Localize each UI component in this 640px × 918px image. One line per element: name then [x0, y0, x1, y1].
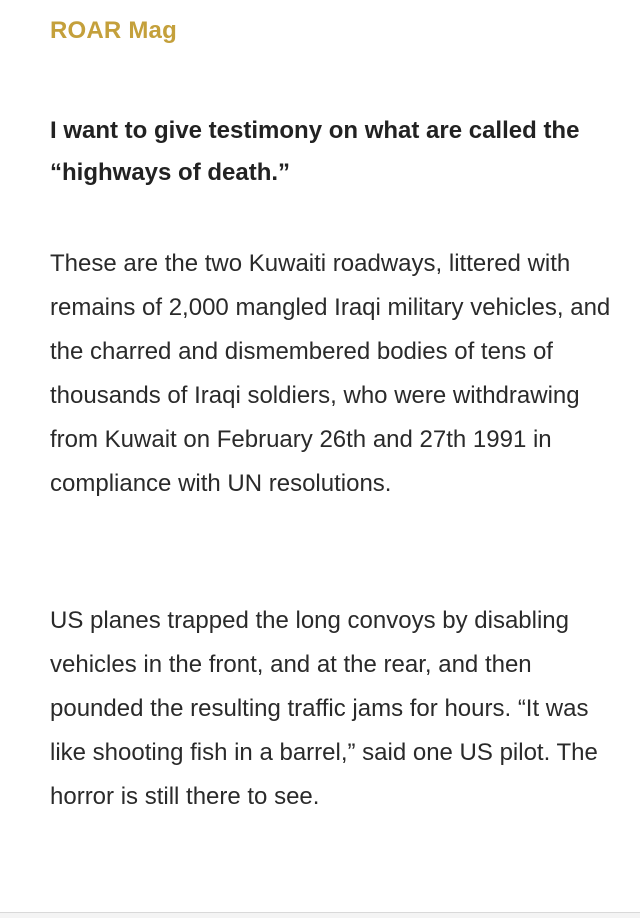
article-paragraph: These are the two Kuwaiti roadways, littered with remains of 2,000 mangled Iraqi military vehicles, and the charred and dismembered bodies of tens of thousands of Iraqi soldiers, who were withdrawing from Kuwait on February 26th and 27th 1991 in compliance with UN resolutions.	[50, 250, 611, 497]
bottom-edge	[0, 913, 640, 918]
article-headline: I want to give testimony on what are called the “highways of death.”	[50, 117, 580, 186]
source-name: ROAR Mag	[50, 17, 177, 44]
article-paragraph: US planes trapped the long convoys by disabling vehicles in the front, and at the rear, and then pounded the resulting traffic jams for hours. “It was like shooting fish in a barrel,” said one US pilot. The horror is still there to see.	[50, 607, 598, 810]
